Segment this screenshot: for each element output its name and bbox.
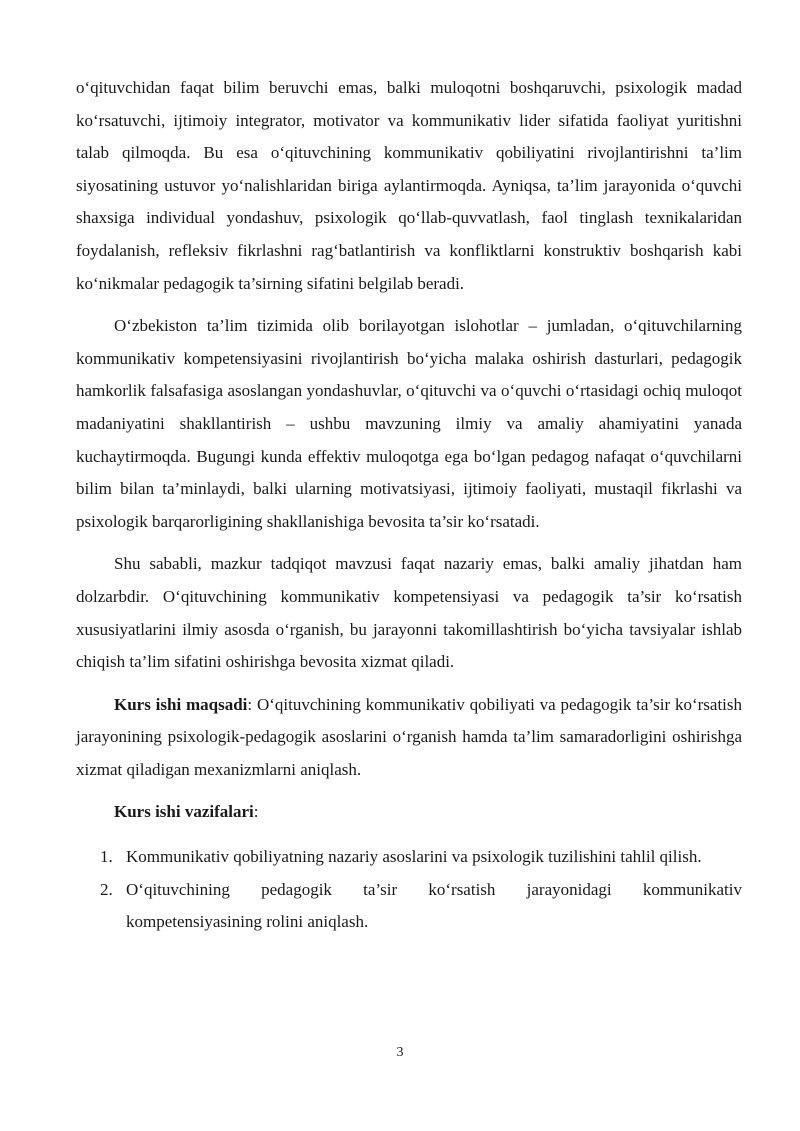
list-item — [76, 874, 742, 939]
tasks-label: Kurs ishi vazifalari — [114, 802, 254, 822]
page-number: 3 — [396, 1045, 404, 1060]
tasks-list — [76, 841, 742, 939]
tasks-heading — [76, 796, 742, 829]
list-item — [76, 841, 742, 874]
list-item-number: 1. — [100, 847, 113, 867]
paragraph-3: Shu sababli, mazkur tadqiqot mavzusi faqat nazariy emas, balki amaliy jihatdan ham dolzarbdir. O‘qituvchining kommunikativ kompetensiyasi va pedagogik ta’sir ko‘rsatish xususiyatlarini ilmiy asosda o‘rganish, bu jarayonni takomillashtirish bo‘yicha tavsiyalar ishlab chiqish ta’lim sifatini oshirishga bevosita xizmat qiladi. — [76, 554, 742, 672]
list-item-number: 2. — [100, 879, 113, 899]
goal-label: Kurs ishi maqsadi — [114, 694, 248, 714]
list-item-text: Kommunikativ qobiliyatning nazariy asoslarini va psixologik tuzilishini tahlil qilish. — [126, 847, 702, 867]
goal-paragraph — [76, 689, 742, 787]
page-content — [76, 72, 742, 939]
list-item-text: O‘qituvchining pedagogik ta’sir ko‘rsatish jarayonidagi kommunikativ kompetensiyasining rolini aniqlash. — [126, 879, 742, 932]
tasks-label-suffix: : — [253, 802, 259, 822]
paragraph-1: o‘qituvchidan faqat bilim beruvchi emas, balki muloqotni boshqaruvchi, psixologik madad ko‘rsatuvchi, ijtimoiy integrator, motivator va kommunikativ lider sifatida faoliyat yuritishni talab qilmoqda. Bu esa o‘qituvchining kommunikativ qobiliyatini rivojlantirishni ta’lim siyosatining ustuvor yo‘nalishlaridan biriga aylantirmoqda. Ayniqsa, ta’lim jarayonida o‘quvchi shaxsiga individual yondashuv, psixologik qo‘llab-quvvatlash, faol tinglash texnikalaridan foydalanish, refleksiv fikrlashni rag‘batlantirish va konfliktlarni konstruktiv boshqarish kabi ko‘nikmalar pedagogik ta’sirning sifatini belgilab beradi. — [76, 78, 742, 293]
paragraph-2: O‘zbekiston ta’lim tizimida olib borilayotgan islohotlar – jumladan, o‘qituvchilarning kommunikativ kompetensiyasini rivojlantirish bo‘yicha malaka oshirish dasturlari, pedagogik hamkorlik falsafasiga asoslangan yondashuvlar, o‘qituvchi va o‘quvchi o‘rtasidagi ochiq muloqot madaniyatini shakllantirish – ushbu mavzuning ilmiy va amaliy ahamiyatini yanada kuchaytirmoqda. Bugungi kunda effektiv muloqotga ega bo‘lgan pedagog nafaqat o‘quvchilarni bilim bilan ta’minlaydi, balki ularning motivatsiyasi, ijtimoiy faoliyati, mustaqil fikrlashi va psixologik barqarorligining shakllanishiga bevosita ta’sir ko‘rsatadi. — [76, 316, 742, 531]
goal-text: : O‘qituvchining kommunikativ qobiliyati va pedagogik ta’sir ko‘rsatish jarayonining psixologik-pedagogik asoslarini o‘rganish hamda ta’lim samaradorligini oshirishga xizmat qiladigan mexanizmlarni aniqlash. — [76, 694, 743, 779]
